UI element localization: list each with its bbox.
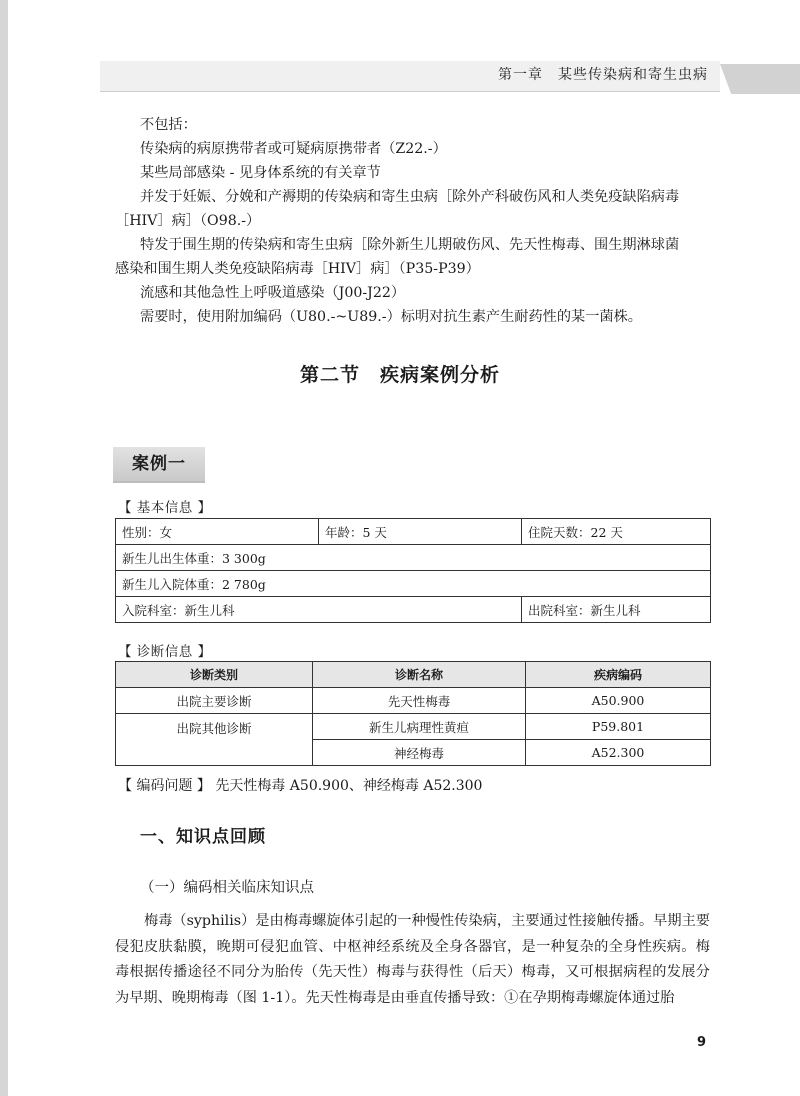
exclusion-line: 并发于妊娠、分娩和产褥期的传染病和寄生虫病［除外产科破伤风和人类免疫缺陷病毒 (140, 189, 680, 205)
exclusion-line: 感染和围生期人类免疫缺陷病毒［HIV］病］（P35-P39） (115, 261, 480, 277)
table-row (116, 519, 711, 545)
diagnosis-name: 新生儿病理性黄疸 (313, 714, 526, 740)
gender-cell: 性别：女 (116, 519, 319, 545)
other-diagnosis-category: 出院其他诊断 (116, 714, 313, 766)
basic-info-label: 【 基本信息 】 (118, 500, 212, 516)
coding-question-label: 【 编码问题 】 (118, 778, 211, 794)
birth-weight-cell: 新生儿出生体重：3 300g (116, 545, 711, 571)
diagnosis-name: 先天性梅毒 (313, 688, 526, 714)
page-number: 9 (697, 1035, 707, 1050)
exclusion-line: 传染病的病原携带者或可疑病原携带者（Z22.-） (140, 141, 447, 157)
exclusion-line: 特发于围生期的传染病和寄生虫病［除外新生儿期破伤风、先天性梅毒、围生期淋球菌 (140, 237, 680, 253)
exclusion-line: ［HIV］病］（O98.-） (115, 213, 261, 229)
header-code: 疾病编码 (526, 662, 711, 688)
diagnosis-table (115, 661, 711, 766)
discharge-dept-cell: 出院科室：新生儿科 (522, 597, 711, 623)
table-row (116, 688, 711, 714)
table-row (116, 597, 711, 623)
exclusion-line: 流感和其他急性上呼吸道感染（J00-J22） (140, 285, 406, 301)
days-cell: 住院天数：22 天 (522, 519, 711, 545)
diagnosis-code: A52.300 (526, 740, 711, 766)
header-name: 诊断名称 (313, 662, 526, 688)
page-edge-rule (0, 0, 8, 1096)
diagnosis-name: 神经梅毒 (313, 740, 526, 766)
admit-dept-cell: 入院科室：新生儿科 (116, 597, 522, 623)
section-title: 第二节 疾病案例分析 (299, 364, 500, 386)
age-cell: 年龄：5 天 (319, 519, 522, 545)
diagnosis-code: P59.801 (526, 714, 711, 740)
coding-question (118, 775, 482, 795)
exclusion-line: 需要时，使用附加编码（U80.-~U89.-）标明对抗生素产生耐药性的某一菌株。 (140, 309, 642, 325)
table-header-row (116, 662, 711, 688)
knowledge-review-heading: 一、知识点回顾 (140, 827, 266, 847)
case-label: 案例一 (113, 447, 205, 483)
exclusion-line: 某些局部感染 - 见身体系统的有关章节 (140, 165, 381, 181)
coding-question-text: 先天性梅毒 A50.900、神经梅毒 A52.300 (215, 778, 483, 794)
chapter-header: 第一章 某些传染病和寄生虫病 (498, 67, 708, 83)
syphilis-paragraph: 梅毒（syphilis）是由梅毒螺旋体引起的一种慢性传染病，主要通过性接触传播。早期主要侵犯皮肤黏膜，晚期可侵犯血管、中枢神经系统及全身各器官，是一种复杂的全身性疾病。梅毒根据传播途径不同分为胎传（先天性）梅毒与获得性（后天）梅毒，又可根据病程的发展分为早期、晚期梅毒（图 1-1）。先天性梅毒是由垂直传播导致：①在孕期梅毒螺旋体通过胎 (115, 913, 710, 1006)
table-row (116, 545, 711, 571)
diagnosis-code: A50.900 (526, 688, 711, 714)
basic-info-table (115, 518, 711, 623)
table-row (116, 571, 711, 597)
diagnosis-info-label: 【 诊断信息 】 (118, 644, 212, 660)
table-row (116, 714, 711, 740)
main-diagnosis-category: 出院主要诊断 (116, 688, 313, 714)
exclusion-heading: 不包括： (140, 117, 197, 133)
admit-weight-cell: 新生儿入院体重：2 780g (116, 571, 711, 597)
chapter-tab (720, 64, 800, 94)
header-category: 诊断类别 (116, 662, 313, 688)
clinical-knowledge-heading: （一）编码相关临床知识点 (140, 880, 314, 896)
